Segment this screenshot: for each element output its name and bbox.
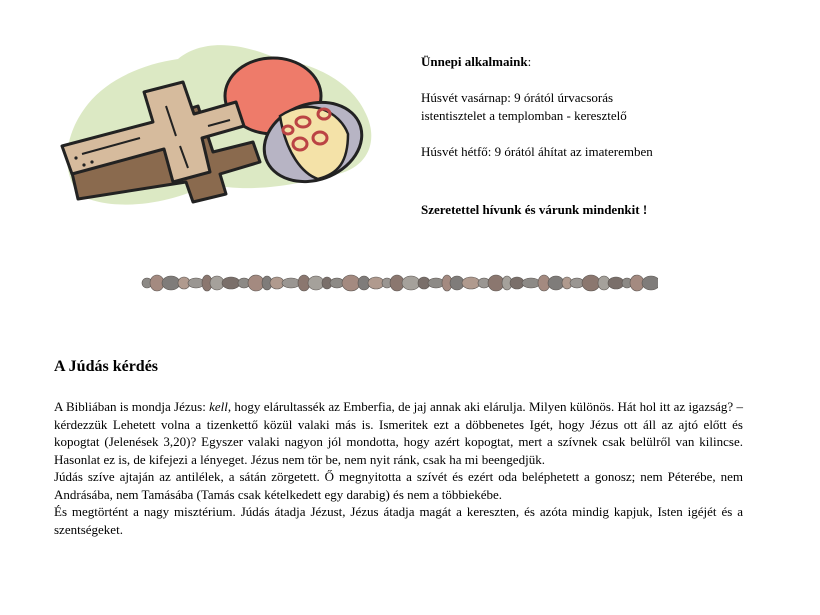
article-p1-emphasis: kell <box>209 399 228 414</box>
article-body <box>54 398 743 538</box>
pebble <box>522 278 540 288</box>
pebble <box>582 275 600 291</box>
pebble <box>308 276 324 290</box>
article-p1-start: A Bibliában is mondja Jézus: <box>54 399 210 414</box>
events-heading-line <box>421 53 781 71</box>
pebble <box>188 278 204 288</box>
pebble <box>282 278 300 288</box>
easter-sunday-line2: istentisztelet a templomban - keresztelő <box>421 108 627 123</box>
pebble <box>548 276 564 290</box>
pebble <box>402 276 420 290</box>
events-heading: Ünnepi alkalmaink <box>421 54 528 69</box>
events-heading-colon: : <box>527 54 532 69</box>
article-paragraph-2: Júdás szíve ajtaján az antilélek, a sátán zörgetett. Ő megnyitotta a szívét és ezért oda beléphetett a gonosz; nem Péterébe, nem Andrásába, nem Tamásába (Tamás csak kételkedett egy darabig) és nem a többiekébe. <box>54 469 743 502</box>
pebble <box>642 276 658 290</box>
pebble <box>248 275 264 291</box>
pebble <box>462 277 480 289</box>
pebble <box>488 275 504 291</box>
article-title: A Júdás kérdés <box>54 358 159 375</box>
easter-monday: Húsvét hétfő: 9 órától áhítat az imateremben <box>421 144 653 159</box>
pebble <box>368 277 384 289</box>
cross-and-eggs-clipart <box>48 34 378 214</box>
pebble <box>222 277 240 289</box>
pebble <box>342 275 360 291</box>
pebble <box>162 276 180 290</box>
pebble <box>428 278 444 288</box>
article-p1-rest: , hogy elárultassék az Emberfia, de jaj annak aki elárulja. Milyen különös. Hát hol itt az igazság? – kérdezzük Lehetett volna a tizenkettő közül valaki más is. Ismeritek ezt a döbbenetes Igét, hogy Jézus ott áll az ajtó előtt és kopogtat (Jelenések 3,20)? Egyszer valaki nagyon jól mondotta, hogy azért kopogtat, mert a szívnek csak belülről van kilincse. Hasonlat ez is, de kifejezi a lényeget. Jézus nem tör be, nem nyit ránk, csak ha mi beengedjük. <box>54 399 743 467</box>
events-block <box>421 53 781 219</box>
article-paragraph-3: És megtörtént a nagy misztérium. Júdás átadja Jézust, Jézus átadja magát a kereszten, és azóta mindig kapjuk, Isten igéjét és a szentségeket. <box>54 504 743 537</box>
pebble <box>608 277 624 289</box>
pebble-divider <box>136 270 658 300</box>
invitation: Szeretettel hívunk és várunk mindenkit ! <box>421 202 648 217</box>
article-paragraph-1 <box>54 398 743 468</box>
easter-sunday-line1: Húsvét vasárnap: 9 órától úrvacsorás <box>421 90 614 105</box>
